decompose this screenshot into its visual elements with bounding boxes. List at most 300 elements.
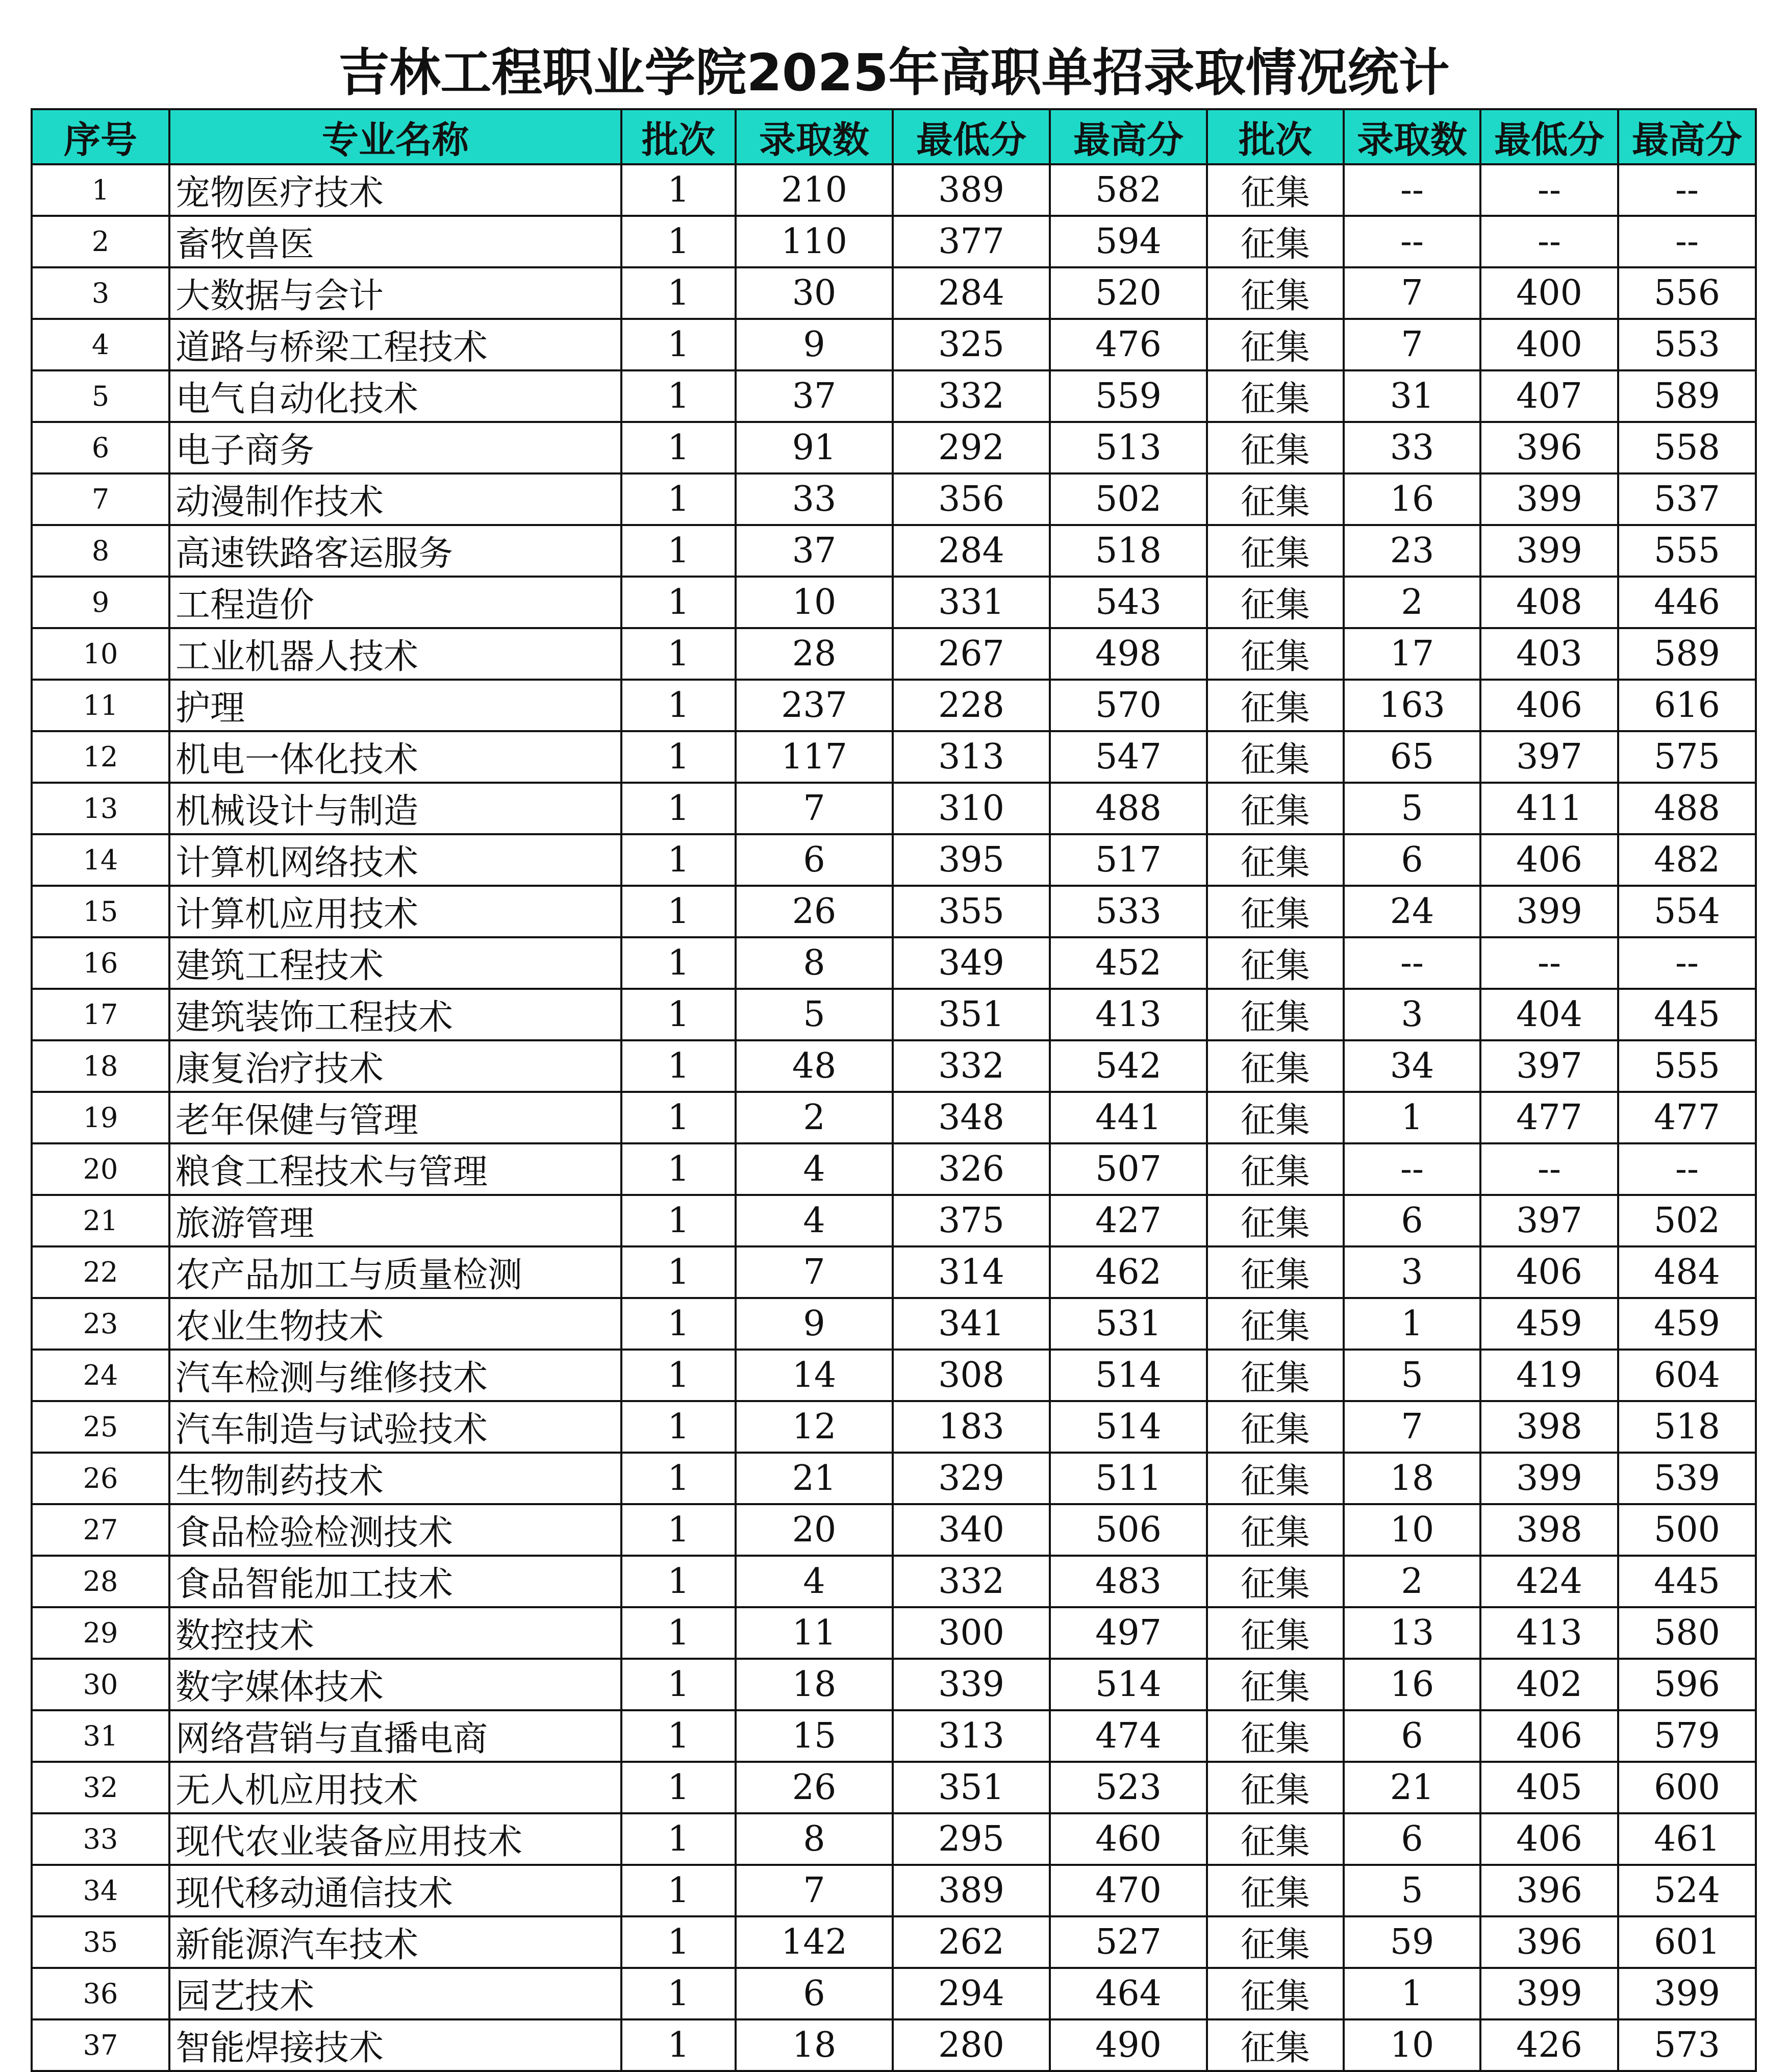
row-seq: 37 — [32, 2019, 169, 2071]
min-score-1: 355 — [893, 886, 1050, 937]
major-name: 智能焊接技术 — [169, 2019, 621, 2071]
batch-2: 征集 — [1207, 680, 1344, 731]
max-score-1: 527 — [1050, 1916, 1207, 1968]
max-score-2: -- — [1618, 937, 1756, 989]
batch-2: 征集 — [1207, 2019, 1344, 2071]
admitted-2: 2 — [1344, 577, 1480, 628]
batch-2: 征集 — [1207, 834, 1344, 886]
major-name: 网络营销与直播电商 — [169, 1710, 621, 1762]
table-row — [32, 989, 1756, 1040]
header-admitted-1: 录取数 — [736, 109, 893, 164]
batch-1: 1 — [621, 886, 736, 937]
batch-1: 1 — [621, 577, 736, 628]
min-score-1: 339 — [893, 1659, 1050, 1710]
row-seq: 36 — [32, 1968, 169, 2019]
row-seq: 5 — [32, 370, 169, 422]
admitted-1: 4 — [736, 1143, 893, 1195]
admitted-1: 7 — [736, 1246, 893, 1298]
max-score-1: 452 — [1050, 937, 1207, 989]
batch-2: 征集 — [1207, 731, 1344, 783]
min-score-2: 424 — [1480, 1556, 1618, 1607]
batch-2: 征集 — [1207, 577, 1344, 628]
min-score-1: 325 — [893, 319, 1050, 370]
major-name: 计算机网络技术 — [169, 834, 621, 886]
min-score-1: 351 — [893, 1762, 1050, 1813]
admitted-1: 37 — [736, 525, 893, 577]
admitted-1: 9 — [736, 1298, 893, 1350]
max-score-2: 589 — [1618, 370, 1756, 422]
admitted-2: 6 — [1344, 1710, 1480, 1762]
row-seq: 19 — [32, 1092, 169, 1143]
max-score-1: 594 — [1050, 216, 1207, 267]
max-score-1: 413 — [1050, 989, 1207, 1040]
admitted-2: 21 — [1344, 1762, 1480, 1813]
min-score-2: 406 — [1480, 1710, 1618, 1762]
admitted-2: 2 — [1344, 1556, 1480, 1607]
row-seq: 33 — [32, 1813, 169, 1865]
batch-1: 1 — [621, 989, 736, 1040]
min-score-2: 403 — [1480, 628, 1618, 680]
max-score-2: 575 — [1618, 731, 1756, 783]
min-score-2: 397 — [1480, 1195, 1618, 1246]
major-name: 农产品加工与质量检测 — [169, 1246, 621, 1298]
admitted-2: 34 — [1344, 1040, 1480, 1092]
table-row — [32, 1092, 1756, 1143]
batch-2: 征集 — [1207, 783, 1344, 834]
row-seq: 21 — [32, 1195, 169, 1246]
min-score-2: 411 — [1480, 783, 1618, 834]
admitted-1: 18 — [736, 1659, 893, 1710]
min-score-2: 399 — [1480, 886, 1618, 937]
admitted-2: -- — [1344, 937, 1480, 989]
max-score-2: 482 — [1618, 834, 1756, 886]
table-row — [32, 1659, 1756, 1710]
max-score-2: 596 — [1618, 1659, 1756, 1710]
batch-1: 1 — [621, 783, 736, 834]
min-score-1: 313 — [893, 731, 1050, 783]
major-name: 动漫制作技术 — [169, 473, 621, 525]
table-row — [32, 2019, 1756, 2071]
table-row — [32, 628, 1756, 680]
max-score-2: 461 — [1618, 1813, 1756, 1865]
max-score-2: 502 — [1618, 1195, 1756, 1246]
max-score-2: 477 — [1618, 1092, 1756, 1143]
admitted-2: -- — [1344, 1143, 1480, 1195]
max-score-2: 488 — [1618, 783, 1756, 834]
admitted-2: 13 — [1344, 1607, 1480, 1659]
batch-2: 征集 — [1207, 525, 1344, 577]
table-row — [32, 1504, 1756, 1556]
batch-1: 1 — [621, 1968, 736, 2019]
max-score-1: 460 — [1050, 1813, 1207, 1865]
table-row — [32, 1143, 1756, 1195]
admitted-2: 6 — [1344, 1195, 1480, 1246]
min-score-1: 228 — [893, 680, 1050, 731]
batch-1: 1 — [621, 216, 736, 267]
major-name: 高速铁路客运服务 — [169, 525, 621, 577]
max-score-2: 558 — [1618, 422, 1756, 473]
min-score-1: 262 — [893, 1916, 1050, 1968]
row-seq: 26 — [32, 1453, 169, 1504]
min-score-1: 349 — [893, 937, 1050, 989]
table-row — [32, 1453, 1756, 1504]
table-row — [32, 1401, 1756, 1453]
batch-1: 1 — [621, 1916, 736, 1968]
admitted-2: 18 — [1344, 1453, 1480, 1504]
min-score-2: 399 — [1480, 1968, 1618, 2019]
max-score-1: 547 — [1050, 731, 1207, 783]
admitted-2: -- — [1344, 216, 1480, 267]
admitted-2: 1 — [1344, 1092, 1480, 1143]
major-name: 现代移动通信技术 — [169, 1865, 621, 1916]
min-score-1: 308 — [893, 1350, 1050, 1401]
max-score-2: 518 — [1618, 1401, 1756, 1453]
batch-1: 1 — [621, 1040, 736, 1092]
row-seq: 14 — [32, 834, 169, 886]
row-seq: 27 — [32, 1504, 169, 1556]
min-score-2: 477 — [1480, 1092, 1618, 1143]
batch-1: 1 — [621, 1246, 736, 1298]
header-admitted-2: 录取数 — [1344, 109, 1480, 164]
min-score-2: 408 — [1480, 577, 1618, 628]
major-name: 新能源汽车技术 — [169, 1916, 621, 1968]
admitted-2: 7 — [1344, 319, 1480, 370]
major-name: 农业生物技术 — [169, 1298, 621, 1350]
max-score-1: 542 — [1050, 1040, 1207, 1092]
row-seq: 7 — [32, 473, 169, 525]
min-score-2: 399 — [1480, 525, 1618, 577]
admitted-1: 8 — [736, 1813, 893, 1865]
batch-2: 征集 — [1207, 1556, 1344, 1607]
batch-1: 1 — [621, 267, 736, 319]
table-row — [32, 577, 1756, 628]
batch-2: 征集 — [1207, 989, 1344, 1040]
max-score-1: 517 — [1050, 834, 1207, 886]
table-row — [32, 1350, 1756, 1401]
admission-table — [31, 108, 1757, 2072]
table-row — [32, 1040, 1756, 1092]
max-score-2: 600 — [1618, 1762, 1756, 1813]
min-score-1: 351 — [893, 989, 1050, 1040]
min-score-2: 398 — [1480, 1401, 1618, 1453]
table-row — [32, 473, 1756, 525]
row-seq: 28 — [32, 1556, 169, 1607]
max-score-2: 604 — [1618, 1350, 1756, 1401]
min-score-2: 400 — [1480, 319, 1618, 370]
row-seq: 22 — [32, 1246, 169, 1298]
admitted-2: 33 — [1344, 422, 1480, 473]
batch-2: 征集 — [1207, 473, 1344, 525]
max-score-2: 555 — [1618, 1040, 1756, 1092]
major-name: 工业机器人技术 — [169, 628, 621, 680]
min-score-1: 292 — [893, 422, 1050, 473]
table-row — [32, 164, 1756, 216]
min-score-1: 326 — [893, 1143, 1050, 1195]
major-name: 大数据与会计 — [169, 267, 621, 319]
batch-1: 1 — [621, 1453, 736, 1504]
max-score-1: 441 — [1050, 1092, 1207, 1143]
batch-1: 1 — [621, 1659, 736, 1710]
admitted-1: 8 — [736, 937, 893, 989]
batch-2: 征集 — [1207, 1246, 1344, 1298]
min-score-1: 267 — [893, 628, 1050, 680]
table-row — [32, 1246, 1756, 1298]
row-seq: 32 — [32, 1762, 169, 1813]
max-score-2: 573 — [1618, 2019, 1756, 2071]
major-name: 建筑装饰工程技术 — [169, 989, 621, 1040]
table-row — [32, 1710, 1756, 1762]
row-seq: 8 — [32, 525, 169, 577]
table-row — [32, 1916, 1756, 1968]
max-score-1: 462 — [1050, 1246, 1207, 1298]
admitted-2: 24 — [1344, 886, 1480, 937]
major-name: 畜牧兽医 — [169, 216, 621, 267]
max-score-1: 490 — [1050, 2019, 1207, 2071]
min-score-2: 413 — [1480, 1607, 1618, 1659]
batch-2: 征集 — [1207, 319, 1344, 370]
min-score-1: 314 — [893, 1246, 1050, 1298]
min-score-1: 375 — [893, 1195, 1050, 1246]
batch-2: 征集 — [1207, 628, 1344, 680]
max-score-1: 559 — [1050, 370, 1207, 422]
table-row — [32, 1556, 1756, 1607]
admitted-1: 6 — [736, 834, 893, 886]
row-seq: 23 — [32, 1298, 169, 1350]
batch-1: 1 — [621, 1401, 736, 1453]
batch-2: 征集 — [1207, 164, 1344, 216]
header-max-score-2: 最高分 — [1618, 109, 1756, 164]
table-row — [32, 1195, 1756, 1246]
table-row — [32, 680, 1756, 731]
min-score-2: -- — [1480, 937, 1618, 989]
batch-1: 1 — [621, 2019, 736, 2071]
header-min-score-1: 最低分 — [893, 109, 1050, 164]
batch-1: 1 — [621, 164, 736, 216]
max-score-2: 553 — [1618, 319, 1756, 370]
max-score-1: 514 — [1050, 1659, 1207, 1710]
min-score-1: 356 — [893, 473, 1050, 525]
row-seq: 16 — [32, 937, 169, 989]
admitted-2: 5 — [1344, 1865, 1480, 1916]
admitted-1: 30 — [736, 267, 893, 319]
admitted-1: 142 — [736, 1916, 893, 1968]
min-score-1: 280 — [893, 2019, 1050, 2071]
max-score-2: 524 — [1618, 1865, 1756, 1916]
admitted-2: -- — [1344, 164, 1480, 216]
min-score-1: 348 — [893, 1092, 1050, 1143]
admitted-1: 11 — [736, 1607, 893, 1659]
row-seq: 17 — [32, 989, 169, 1040]
admitted-2: 163 — [1344, 680, 1480, 731]
batch-2: 征集 — [1207, 1607, 1344, 1659]
max-score-2: -- — [1618, 164, 1756, 216]
table-row — [32, 886, 1756, 937]
min-score-2: 396 — [1480, 1916, 1618, 1968]
min-score-1: 284 — [893, 267, 1050, 319]
major-name: 护理 — [169, 680, 621, 731]
header-min-score-2: 最低分 — [1480, 109, 1618, 164]
admitted-2: 5 — [1344, 783, 1480, 834]
min-score-1: 313 — [893, 1710, 1050, 1762]
admitted-2: 31 — [1344, 370, 1480, 422]
batch-2: 征集 — [1207, 1504, 1344, 1556]
max-score-1: 506 — [1050, 1504, 1207, 1556]
max-score-2: 446 — [1618, 577, 1756, 628]
batch-2: 征集 — [1207, 370, 1344, 422]
min-score-1: 341 — [893, 1298, 1050, 1350]
row-seq: 35 — [32, 1916, 169, 1968]
batch-1: 1 — [621, 834, 736, 886]
batch-2: 征集 — [1207, 1968, 1344, 2019]
max-score-1: 582 — [1050, 164, 1207, 216]
batch-2: 征集 — [1207, 1659, 1344, 1710]
table-row — [32, 216, 1756, 267]
row-seq: 12 — [32, 731, 169, 783]
min-score-1: 389 — [893, 1865, 1050, 1916]
admitted-2: 7 — [1344, 267, 1480, 319]
major-name: 粮食工程技术与管理 — [169, 1143, 621, 1195]
header-major-name: 专业名称 — [169, 109, 621, 164]
table-row — [32, 834, 1756, 886]
batch-1: 1 — [621, 473, 736, 525]
header-batch-2: 批次 — [1207, 109, 1344, 164]
max-score-1: 476 — [1050, 319, 1207, 370]
major-name: 生物制药技术 — [169, 1453, 621, 1504]
max-score-2: 589 — [1618, 628, 1756, 680]
max-score-1: 464 — [1050, 1968, 1207, 2019]
admitted-1: 18 — [736, 2019, 893, 2071]
table-row — [32, 319, 1756, 370]
admitted-1: 9 — [736, 319, 893, 370]
row-seq: 2 — [32, 216, 169, 267]
min-score-2: 400 — [1480, 267, 1618, 319]
max-score-2: 459 — [1618, 1298, 1756, 1350]
min-score-1: 332 — [893, 1556, 1050, 1607]
admitted-2: 17 — [1344, 628, 1480, 680]
major-name: 电气自动化技术 — [169, 370, 621, 422]
row-seq: 24 — [32, 1350, 169, 1401]
min-score-2: 399 — [1480, 1453, 1618, 1504]
batch-2: 征集 — [1207, 1710, 1344, 1762]
batch-1: 1 — [621, 1865, 736, 1916]
max-score-1: 488 — [1050, 783, 1207, 834]
batch-1: 1 — [621, 1092, 736, 1143]
batch-1: 1 — [621, 1195, 736, 1246]
admitted-1: 10 — [736, 577, 893, 628]
table-row — [32, 1813, 1756, 1865]
batch-1: 1 — [621, 1350, 736, 1401]
batch-1: 1 — [621, 937, 736, 989]
admitted-1: 237 — [736, 680, 893, 731]
max-score-1: 502 — [1050, 473, 1207, 525]
max-score-2: 556 — [1618, 267, 1756, 319]
batch-2: 征集 — [1207, 886, 1344, 937]
major-name: 无人机应用技术 — [169, 1762, 621, 1813]
min-score-1: 329 — [893, 1453, 1050, 1504]
table-row — [32, 937, 1756, 989]
max-score-1: 523 — [1050, 1762, 1207, 1813]
min-score-1: 389 — [893, 164, 1050, 216]
min-score-2: 402 — [1480, 1659, 1618, 1710]
table-row — [32, 267, 1756, 319]
admitted-1: 26 — [736, 886, 893, 937]
row-seq: 13 — [32, 783, 169, 834]
max-score-2: 554 — [1618, 886, 1756, 937]
admitted-1: 2 — [736, 1092, 893, 1143]
row-seq: 4 — [32, 319, 169, 370]
min-score-1: 340 — [893, 1504, 1050, 1556]
batch-2: 征集 — [1207, 1813, 1344, 1865]
admitted-2: 1 — [1344, 1298, 1480, 1350]
batch-1: 1 — [621, 1556, 736, 1607]
admitted-1: 20 — [736, 1504, 893, 1556]
major-name: 汽车制造与试验技术 — [169, 1401, 621, 1453]
min-score-2: 398 — [1480, 1504, 1618, 1556]
max-score-1: 513 — [1050, 422, 1207, 473]
admitted-2: 59 — [1344, 1916, 1480, 1968]
batch-1: 1 — [621, 422, 736, 473]
batch-2: 征集 — [1207, 1092, 1344, 1143]
min-score-1: 284 — [893, 525, 1050, 577]
max-score-1: 531 — [1050, 1298, 1207, 1350]
batch-1: 1 — [621, 370, 736, 422]
batch-1: 1 — [621, 628, 736, 680]
major-name: 数字媒体技术 — [169, 1659, 621, 1710]
major-name: 建筑工程技术 — [169, 937, 621, 989]
batch-2: 征集 — [1207, 216, 1344, 267]
batch-1: 1 — [621, 1710, 736, 1762]
batch-2: 征集 — [1207, 937, 1344, 989]
table-row — [32, 422, 1756, 473]
batch-2: 征集 — [1207, 1916, 1344, 1968]
admitted-1: 5 — [736, 989, 893, 1040]
batch-1: 1 — [621, 680, 736, 731]
header-batch-1: 批次 — [621, 109, 736, 164]
admitted-1: 12 — [736, 1401, 893, 1453]
max-score-1: 570 — [1050, 680, 1207, 731]
batch-1: 1 — [621, 731, 736, 783]
row-seq: 10 — [32, 628, 169, 680]
min-score-2: 397 — [1480, 1040, 1618, 1092]
row-seq: 15 — [32, 886, 169, 937]
admitted-1: 26 — [736, 1762, 893, 1813]
table-header-row — [32, 109, 1756, 164]
major-name: 机械设计与制造 — [169, 783, 621, 834]
max-score-2: 601 — [1618, 1916, 1756, 1968]
row-seq: 11 — [32, 680, 169, 731]
admitted-2: 10 — [1344, 2019, 1480, 2071]
table-row — [32, 783, 1756, 834]
admitted-1: 28 — [736, 628, 893, 680]
admitted-2: 16 — [1344, 1659, 1480, 1710]
row-seq: 30 — [32, 1659, 169, 1710]
batch-1: 1 — [621, 1298, 736, 1350]
major-name: 园艺技术 — [169, 1968, 621, 2019]
admitted-1: 48 — [736, 1040, 893, 1092]
admitted-2: 10 — [1344, 1504, 1480, 1556]
major-name: 道路与桥梁工程技术 — [169, 319, 621, 370]
max-score-2: 445 — [1618, 989, 1756, 1040]
table-row — [32, 1762, 1756, 1813]
min-score-1: 331 — [893, 577, 1050, 628]
min-score-2: -- — [1480, 164, 1618, 216]
min-score-1: 295 — [893, 1813, 1050, 1865]
max-score-2: 445 — [1618, 1556, 1756, 1607]
major-name: 数控技术 — [169, 1607, 621, 1659]
batch-1: 1 — [621, 1143, 736, 1195]
major-name: 宠物医疗技术 — [169, 164, 621, 216]
admitted-2: 7 — [1344, 1401, 1480, 1453]
